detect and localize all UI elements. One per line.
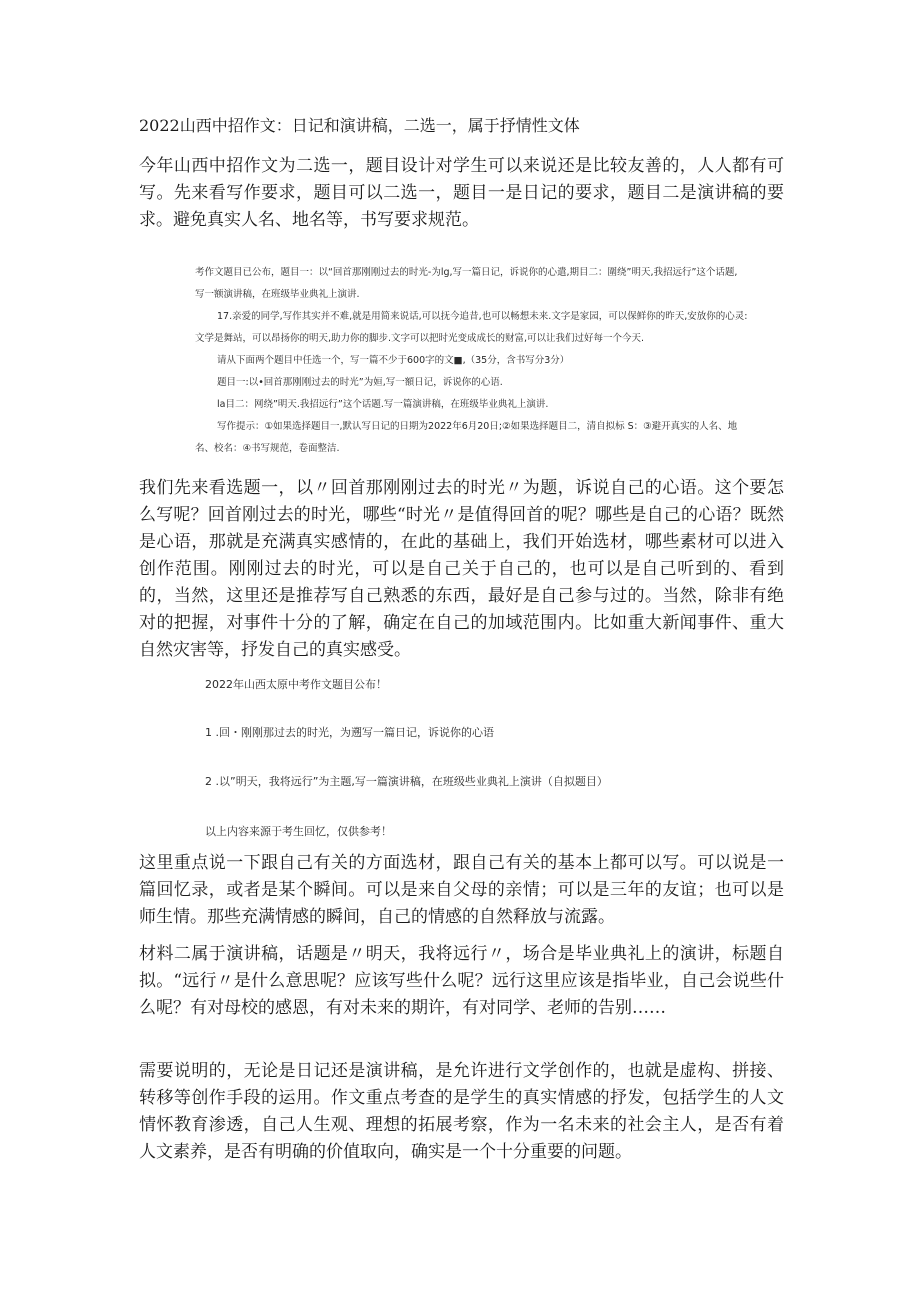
article-title: 2022山西中招作文：日记和演讲稿，二选一，属于抒情性文体	[139, 116, 580, 135]
scan-item-1: 1 .回・刚刚那过去的时光，为遡写一篇日记，诉说你的心语	[205, 726, 494, 739]
scan-note: 以上内容来源于考生回忆，仅供参考！	[205, 825, 392, 838]
scan-item-2: 2 .以”明天，我将远行”为主题,写一篇演讲稿，在班级些业典礼上演讲（自拟题目）	[205, 775, 608, 788]
material-selection-paragraph: 这里重点说一下跟自己有关的方面选材，跟自己有关的基本上都可以写。可以说是一篇回忆录，或者是某个瞬间。可以是来自父母的亲情；可以是三年的友谊；也可以是师生情。那些充满情感的瞬间，自己的情感的自然释放与流露。	[139, 853, 784, 927]
scan-line: 17.亲爱的同学,写作其实并不难,就是用简来说话,可以抚今追昔,也可以畅想未来.文字是家园，可以保鲜你的昨天,安放你的心灵:	[217, 311, 748, 322]
scan-heading: 2022年山西太原中考作文题目公布！	[205, 678, 387, 691]
conclusion-paragraph: 需要说明的，无论是日记还是演讲稿，是允许进行文学创作的，也就是虚构、拼接、转移等创作手段的运用。作文重点考查的是学生的真实情感的抒发，包括学生的人文情怀教育渗透，自己人生观、理想的拓展考察，作为一名未来的社会主人，是否有着人文素养，是否有明确的价值取向，确实是一个十分重要的问题。	[139, 1061, 784, 1162]
scan-line: 考作文题目已公布，题目一：以“回首那刚刚过去的时光-为lg,写一篇日记，诉说你的心遣,期目二：圍绕”明天,我招远行”这个话题,	[195, 267, 738, 278]
topic-two-paragraph: 材料二属于演讲稿，话题是〃明天，我将远行〃，场合是毕业典礼上的演讲，标题自拟。“远行〃是什么意思呢？应该写些什么呢？远行这里应该是指毕业，自己会说些什么呢？有对母校的感恩，有对未来的期许，有对同学、老师的告别……	[139, 944, 784, 1018]
scan-line: 写作提示：①如果选择题目一,默认写日记的日期为2022年6月20日;②如果选择题目二，清自拟标 S：③避开真实的人名、地	[217, 421, 738, 432]
scan-line: 写一额演讲稿，在班级毕业典礼上演讲.	[195, 289, 360, 300]
intro-paragraph: 今年山西中招作文为二选一，题目设计对学生可以来说还是比较友善的，人人都有可写。先来看写作要求，题目可以二选一，题目一是日记的要求，题目二是演讲稿的要求。避免真实人名、地名等，书写要求规范。	[139, 156, 784, 230]
topic-one-paragraph: 我们先来看选题一，以〃回首那刚刚过去的时光〃为题，诉说自己的心语。这个要怎么写呢？回首刚过去的时光，哪些“时光〃是值得回首的呢？哪些是自己的心语？既然是心语，那就是充满真实感情的，在此的基础上，我们开始选材，哪些素材可以进入创作范围。刚刚过去的时光，可以是自己关于自己的，也可以是自己听到的、看到的，当然，这里还是推荐写自己熟悉的东西，最好是自己参与过的。当然，除非有绝对的把握，对事件十分的了解，确定在自己的加域范围内。比如重大新闻事件、重大自然灾害等，抒发自己的真实感受。	[139, 478, 784, 660]
exam-prompt-scan	[195, 262, 795, 460]
scan-line: 请从下面两个题目中任选一个，写一篇不少于600字的文■,（35分，含书写分3分）	[217, 355, 570, 366]
scan-line: 文学是舞站，可以昂扬你的明天,助力你的脚步.文字可以把时光变成成长的财富,可以让我们过好每一个今天.	[195, 333, 645, 344]
scan-line: 题目一:以•回首那刚刚过去的时光”为姮,写一額日记，诉说你的心语.	[217, 377, 503, 388]
scan-line: la目二：网绕”明天.我招远行”这个话题.写一篇演讲稿，在班级毕业典礼上演讲.	[217, 399, 549, 410]
scan-line: 名、校名：④书写规范，卷面整洁.	[195, 443, 340, 454]
